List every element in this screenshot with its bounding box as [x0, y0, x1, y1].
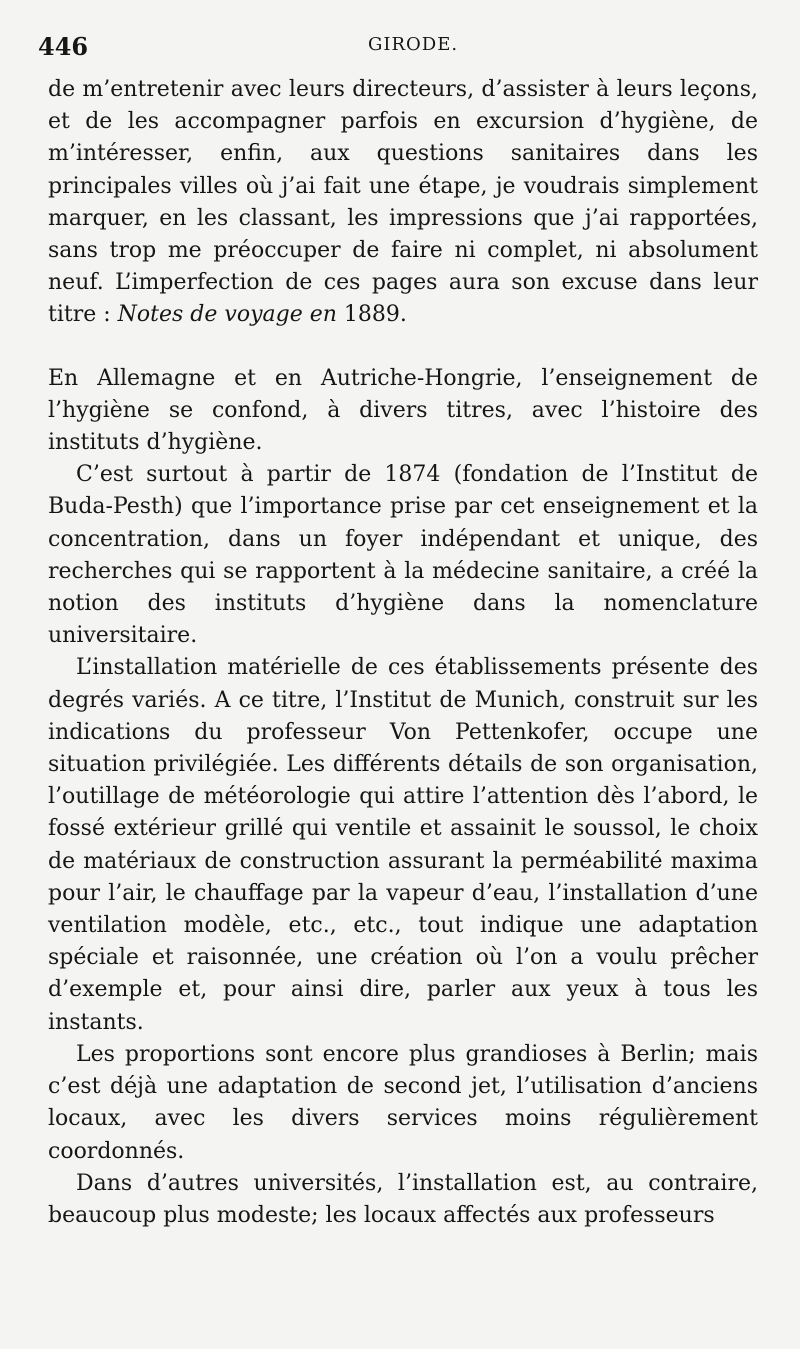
paragraph: En Allemagne et en Autriche-Hongrie, l’enseignement de l’hygiène se confond, à divers titres, avec l’histoire des instituts d’hygiène.	[48, 365, 758, 456]
running-head: GIRODE.	[368, 34, 459, 55]
paragraph: Dans d’autres universités, l’installation est, au contraire, beaucoup plus modeste; les locaux affectés aux professeurs	[48, 1170, 758, 1228]
title-year: 1889.	[336, 302, 407, 328]
work-title: Notes de voyage en	[117, 302, 337, 328]
paragraph-continuation	[48, 74, 758, 332]
page-header	[0, 32, 800, 62]
page-body	[48, 74, 758, 1232]
paragraph-text: de m’entretenir avec leurs directeurs, d’assister à leurs leçons, et de les accompagner parfois en excursion d’hygiène, de m’intéresser, enfin, aux questions sanitaires dans les principales villes où j’ai fait une étape, je voudrais simplement marquer, en les classant, les impressions que j’ai rapportées, sans trop me préoccuper de faire ni complet, ni absolument neuf. L’imperfection de ces pages aura son excuse dans leur titre :	[48, 77, 758, 328]
paragraph: C’est surtout à partir de 1874 (fondation de l’Institut de Buda-Pesth) que l’importance prise par cet enseignement et la concentration, dans un foyer indépendant et unique, des recherches qui se rapportent à la médecine sanitaire, a créé la notion des instituts d’hygiène dans la nomenclature universitaire.	[48, 462, 758, 649]
paragraph: Les proportions sont encore plus grandioses à Berlin; mais c’est déjà une adaptation de second jet, l’utilisation d’anciens locaux, avec les divers services moins régulièrement coordonnés.	[48, 1041, 758, 1164]
page-number: 446	[38, 32, 89, 61]
paragraph: L’installation matérielle de ces établissements présente des degrés variés. A ce titre, l’Institut de Munich, construit sur les indications du professeur Von Pettenkofer, occupe une situation privilégiée. Les différents détails de son organisation, l’outillage de météorologie qui attire l’attention dès l’abord, le fossé extérieur grillé qui ventile et assainit le soussol, le choix de matériaux de construction assurant la perméabilité maxima pour l’air, le chauffage par la vapeur d’eau, l’installation d’une ventilation modèle, etc., etc., tout indique une adaptation spéciale et raisonnée, une création où l’on a voulu prêcher d’exemple et, pour ainsi dire, parler aux yeux à tous les instants.	[48, 655, 758, 1035]
